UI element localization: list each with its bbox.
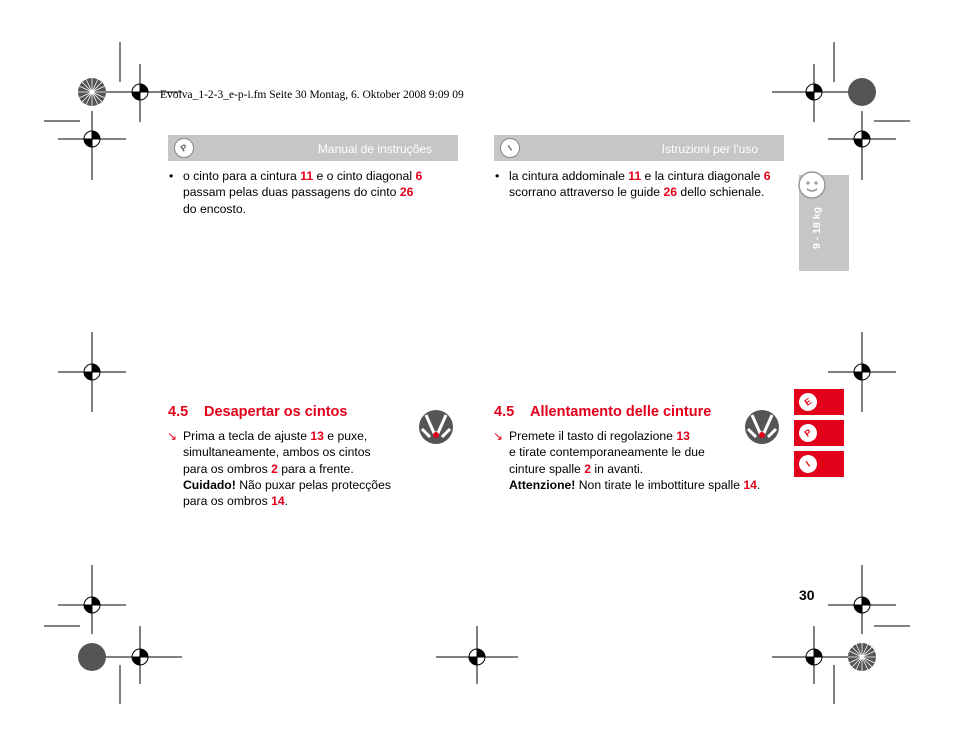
language-tab-p[interactable]: P: [794, 420, 844, 446]
language-tab-i[interactable]: I: [794, 451, 844, 477]
language-tab-e[interactable]: E: [794, 389, 844, 415]
harness-release-icon: [744, 409, 780, 445]
step-arrow-icon: ↘: [167, 429, 178, 443]
print-header: Evolva_1-2-3_e-p-i.fm Seite 30 Montag, 6. Oktober 2008 9:09 09: [160, 89, 464, 101]
left-bar-title: Manual de instruções: [317, 142, 432, 156]
left-instruction: ↘ Prima a tecla de ajuste 13 e puxe, simultaneamente, ambos os cintos para os ombros 2 para a frente. Cuidado! Não puxar pelas protecções para os ombros 14.: [167, 429, 391, 509]
left-bullet-text: • o cinto para a cintura 11 e o cinto diagonal 6 passam pelas duas passagens do cinto 26 do encosto.: [169, 169, 423, 216]
harness-release-icon: [418, 409, 454, 445]
right-instruction: ↘ Premete il tasto di regolazione 13 e tirate contemporaneamente le due cinture spalle 2 in avanti. Attenzione! Non tirate le imbottiture spalle 14.: [493, 429, 761, 492]
child-face-icon: [797, 170, 827, 200]
step-arrow-icon: ↘: [493, 429, 504, 443]
language-badge: P: [170, 134, 198, 162]
language-badge: I: [496, 134, 524, 162]
left-title-bar: [168, 135, 458, 161]
bullet-dot: •: [169, 169, 174, 183]
page-number: 30: [799, 587, 815, 603]
right-section-heading: 4.5 Allentamento delle cinture: [494, 404, 712, 420]
right-bullet-text: • la cintura addominale 11 e la cintura diagonale 6 scorrano attraverso le guide 26 dello schienale.: [495, 169, 771, 200]
right-title-bar: [494, 135, 784, 161]
weight-class-label: 9 - 18 kg: [811, 206, 823, 249]
left-section-heading: 4.5 Desapertar os cintos: [168, 404, 348, 420]
right-bar-title: Istruzioni per l'uso: [661, 142, 758, 156]
bullet-dot: •: [495, 169, 500, 183]
